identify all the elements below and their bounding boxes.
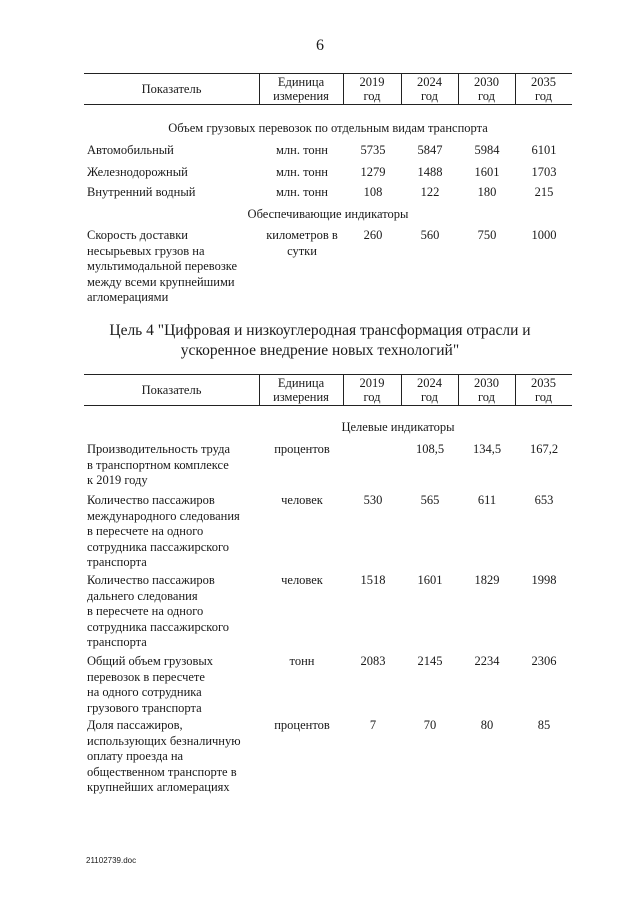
value-2035: 85 (537, 718, 551, 732)
value-2035: 1998 (531, 573, 557, 587)
value-2030: 611 (477, 493, 497, 507)
value-2019: 1279 (360, 165, 386, 179)
document-footer: 21102739.doc (86, 856, 137, 865)
value-2030: 80 (480, 718, 494, 732)
value-2035: 2306 (531, 654, 557, 668)
value-2024: 5847 (417, 143, 443, 157)
row-label: Скорость доставки несырьевых грузов на мультимодальной перевозке между всеми крупнейшими агломерациями (87, 228, 238, 304)
table-header (84, 73, 572, 105)
value-2019: 260 (363, 228, 383, 242)
value-2019: 1518 (360, 573, 386, 587)
value-2019: 7 (369, 718, 377, 732)
value-2030: 5984 (474, 143, 500, 157)
value-2035: 215 (534, 185, 554, 199)
row-unit: процентов (274, 442, 330, 456)
value-2024: 108,5 (415, 442, 445, 456)
row-label: Общий объем грузовых перевозок в пересчете на одного сотрудника грузового транспорта (87, 654, 213, 715)
section-title: Целевые индикаторы (341, 420, 455, 434)
header-year-2035: 2035 год (531, 75, 556, 103)
row-label: Количество пассажиров международного следования в пересчете на одного сотрудника пассажирского транспорта (87, 493, 240, 569)
page-number: 6 (316, 37, 324, 54)
header-year-2030: 2030 год (474, 75, 499, 103)
value-2024: 1601 (417, 573, 443, 587)
value-2030: 1829 (474, 573, 500, 587)
section-title: Объем грузовых перевозок по отдельным видам транспорта (168, 121, 488, 135)
value-2030: 2234 (474, 654, 500, 668)
value-2019: 5735 (360, 143, 386, 157)
value-2019: 108 (363, 185, 383, 199)
value-2024: 560 (420, 228, 440, 242)
row-unit: человек (281, 493, 323, 507)
value-2030: 180 (477, 185, 497, 199)
row-label: Доля пассажиров, использующих безналичную оплату проезда на общественном транспорте в крупнейших агломерациях (87, 718, 241, 794)
goal4-table (84, 374, 572, 794)
value-2035: 6101 (531, 143, 557, 157)
value-2035: 1703 (531, 165, 557, 179)
value-2024: 565 (420, 493, 440, 507)
value-2024: 2145 (417, 654, 443, 668)
value-2024: 1488 (417, 165, 443, 179)
header-year-2024: 2024 год (417, 75, 442, 103)
value-2024: 70 (423, 718, 437, 732)
row-label: Железнодорожный (87, 165, 188, 179)
table-header (84, 374, 572, 406)
row-label: Внутренний водный (87, 185, 196, 199)
goal-heading: Цель 4 "Цифровая и низкоуглеродная трансформация отрасли и ускоренное внедрение новых технологий" (109, 322, 531, 359)
row-unit: процентов (274, 718, 330, 732)
value-2030: 134,5 (472, 442, 502, 456)
row-unit: млн. тонн (275, 143, 328, 157)
row-label: Производительность труда в транспортном комплексе к 2019 году (87, 442, 231, 487)
header-year-2030: 2030 год (474, 376, 499, 404)
header-year-2024: 2024 год (417, 376, 442, 404)
header-indicator: Показатель (141, 383, 202, 397)
row-unit: человек (281, 573, 323, 587)
value-2019: 2083 (360, 654, 386, 668)
header-unit: Единица измерения (273, 75, 329, 103)
value-2035: 1000 (531, 228, 557, 242)
header-indicator: Показатель (141, 82, 202, 96)
value-2035: 167,2 (529, 442, 559, 456)
row-unit: километров в сутки (266, 228, 338, 258)
header-year-2035: 2035 год (531, 376, 556, 404)
value-2019: 530 (363, 493, 383, 507)
value-2030: 750 (477, 228, 497, 242)
value-2030: 1601 (474, 165, 500, 179)
row-unit: тонн (289, 654, 315, 668)
value-2035: 653 (534, 493, 554, 507)
row-label: Количество пассажиров дальнего следования в пересчете на одного сотрудника пассажирского транспорта (87, 573, 230, 649)
row-label: Автомобильный (87, 143, 174, 157)
header-year-2019: 2019 год (359, 75, 385, 103)
freight-table (84, 73, 572, 304)
header-unit: Единица измерения (273, 376, 329, 404)
section-title: Обеспечивающие индикаторы (247, 207, 409, 221)
row-unit: млн. тонн (275, 165, 328, 179)
header-year-2019: 2019 год (359, 376, 385, 404)
value-2024: 122 (420, 185, 440, 199)
row-unit: млн. тонн (275, 185, 328, 199)
